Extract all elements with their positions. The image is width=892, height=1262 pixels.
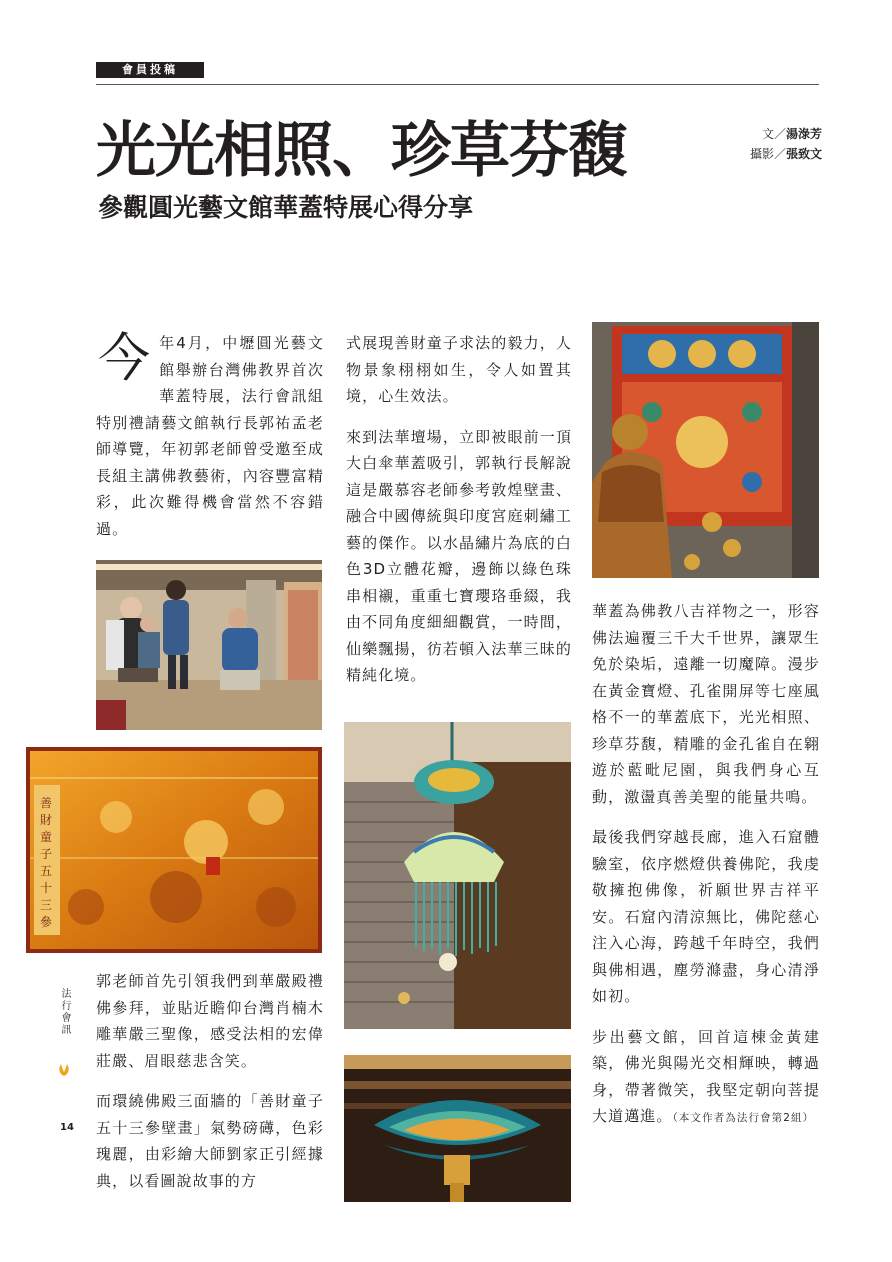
photo-lotus-canopy [344,1055,571,1202]
photo-label: 攝影／ [749,147,786,161]
magazine-side-label: 法行會訊 [59,988,70,1036]
paragraph-3: 而環繞佛殿三面牆的「善財童子五十三參壁畫」氣勢磅礡，色彩瑰麗，由彩繪大師劉家正引經據典，以看圖說故事的方 [96,1092,324,1190]
page-number: 14 [60,1122,74,1133]
author-note: （本文作者為法行會第2組） [672,1112,815,1124]
paragraph-5: 來到法華壇場，立即被眼前一頂大白傘華蓋吸引，郭執行長解說這是嚴慕容老師參考敦煌壁畫、融合中國傳統與印度宮庭刺繡工藝的傑作。以水晶繡片為底的白色3D立體花瓣，邊飾以綠色珠串相襯，重重七寶瓔珞垂綴，我由不同角度細細觀賞，一時間，仙樂飄揚，彷若頓入法華三昧的精純化境。 [346,427,572,684]
column-3 [592,598,820,1132]
article-title: 光光相照、珍草芬馥 [96,116,627,186]
photo-golden-mural [26,747,322,953]
paragraph-4: 式展現善財童子求法的毅力，人物景象栩栩如生，令人如置其境，心生效法。 [346,334,572,405]
section-tag: 會員投稿 [96,62,204,78]
header-rule [96,84,819,85]
photo-white-canopy [344,722,571,1029]
paragraph-8: 步出藝文館，回首這棟金黃建築，佛光與陽光交相輝映，轉過身，帶著微笑，我堅定朝向菩提大道邁進。（本文作者為法行會第2組） [592,1027,820,1125]
column-1-top [96,330,324,542]
mural-caption: 善財童子五十三參 [39,796,52,929]
photo-buddha-thangka [592,322,819,578]
paragraph-2: 郭老師首先引領我們到華嚴殿禮佛參拜，並貼近瞻仰台灣肖楠木雕華嚴三聖像，感受法相的宏偉莊嚴、眉眼慈悲含笑。 [96,972,324,1070]
lotus-logo-icon [56,1062,72,1078]
column-1-bottom [96,968,324,1194]
photographer-name: 張致文 [785,147,822,161]
author-name: 湯淥芳 [785,127,822,141]
paragraph-6: 華蓋為佛教八吉祥物之一，形容佛法遍覆三千大千世界，讓眾生免於染垢，遠離一切魔障。漫步在黃金寶燈、孔雀開屏等七座風格不一的華蓋底下，光光相照、珍草芬馥，精雕的金孔雀自在翱遊於藍毗尼園，與我們身心互動，激盪真善美聖的能量共鳴。 [592,602,820,806]
author-label: 文／ [761,127,786,141]
article-subtitle: 參觀圓光藝文館華蓋特展心得分享 [98,193,474,222]
photo-group-tour [96,560,322,730]
drop-cap: 今 [98,329,152,389]
paragraph-1: 今年4月，中壢圓光藝文館舉辦台灣佛教界首次華蓋特展，法行會訊組特別禮請藝文館執行長郭祐孟老師導覽，年初郭老師曾受邀至成長組主講佛教藝術，內容豐富精彩，此次難得機會當然不容錯過。 [96,329,324,538]
article-credits [712,124,822,164]
paragraph-7: 最後我們穿越長廊，進入石窟體驗室，依序燃燈供養佛陀，我虔敬擁抱佛像，祈願世界吉祥平安。石窟內清涼無比，佛陀慈心注入心海，跨越千年時空，我們與佛相遇，塵勞滌盡，身心清淨如初。 [592,828,820,1005]
column-2-top [346,330,572,689]
